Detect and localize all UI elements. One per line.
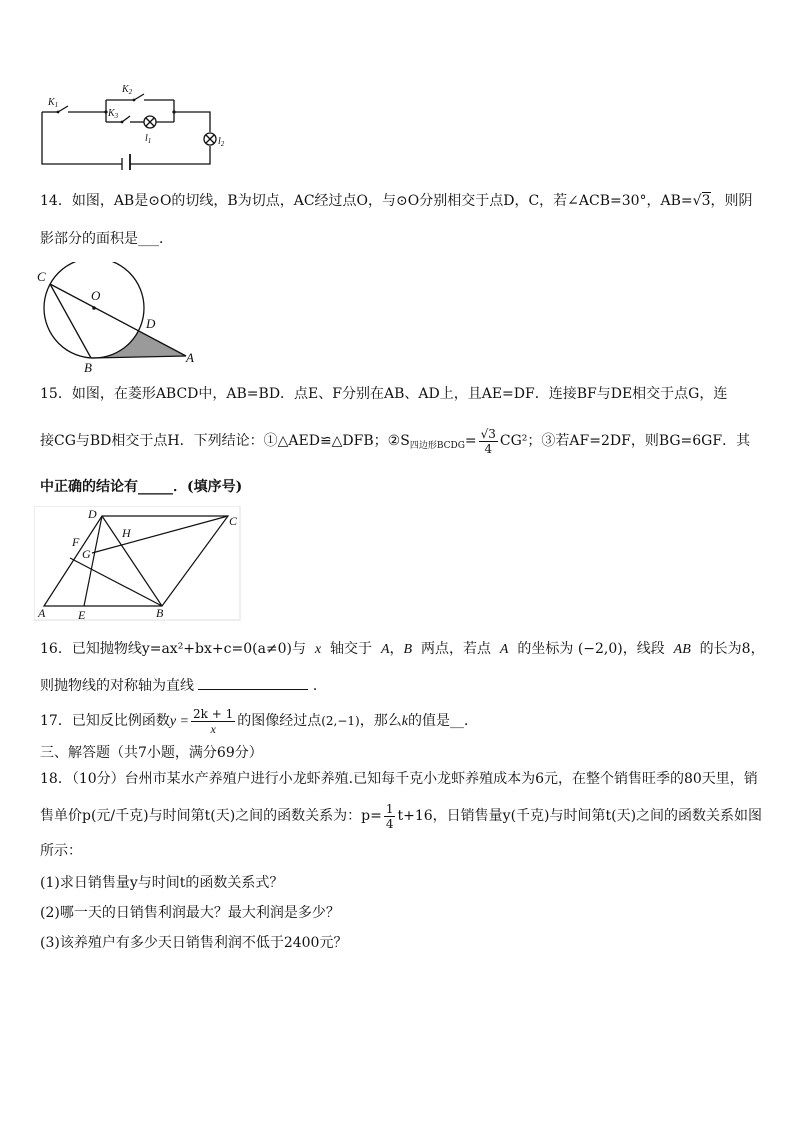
- label-B: B: [156, 606, 164, 620]
- q14-line2: 影部分的面积是___．: [40, 231, 173, 247]
- q16-line2: 则抛物线的对称轴为直线 ．: [40, 675, 760, 697]
- q17-line: 17．已知反比例函数y = $\frac{2k + 1}{x}$ 的图像经过点(2,−1)，那么k的值是__．: [40, 706, 478, 736]
- label-C: C: [229, 514, 238, 528]
- label-C: C: [37, 269, 46, 284]
- label-k2: $K_2$: [122, 84, 133, 96]
- label-O: O: [91, 288, 101, 303]
- label-k3: $K_3$: [108, 108, 119, 120]
- label-F: F: [72, 535, 80, 549]
- answer-blank: [198, 675, 308, 690]
- q18-line2: 售单价p(元/千克)与时间第t(天)之间的函数关系为：p= $\frac{1}{4}$ t+16，日销售量y(千克)与时间第t(天)之间的函数关系如图: [40, 801, 763, 831]
- circuit-diagram: [38, 78, 238, 170]
- q15-line1: 15．如图，在菱形ABCD中，AB=BD．点E、F分别在AB、AD上，且AE=DF．连接BF与DE相交于点G，连: [40, 386, 728, 402]
- q15-line3: 中正确的结论有_____．(填序号): [40, 479, 243, 495]
- label-l1: $l_1$: [145, 133, 152, 145]
- q18-sub2: (2)哪一天的日销售利润最大？最大利润是多少？: [40, 905, 340, 921]
- q18-sub1: (1)求日销售量y与时间t的函数关系式？: [40, 875, 284, 891]
- label-H: H: [122, 526, 131, 540]
- label-l2: $l_2$: [218, 136, 225, 148]
- q16-line1: 16．已知抛物线y=ax²+bx+c=0(a≠0)与 x 轴交于 A，B 两点，若点 A 的坐标为 (−2,0)，线段 AB 的长为8，: [40, 641, 765, 657]
- section-3-title: 三、解答题（共7小题，满分69分）: [40, 745, 263, 761]
- q15-figure: [34, 506, 242, 622]
- label-k1: $K_1$: [48, 97, 59, 109]
- sqrt-symbol: √: [692, 193, 702, 209]
- label-D: D: [88, 507, 97, 521]
- q18-line1: 18．（10分）台州市某水产养殖户进行小龙虾养殖.已知每千克小龙虾养殖成本为6元，在整个销售旺季的80天里，销: [40, 771, 758, 787]
- label-B: B: [84, 360, 92, 374]
- label-D: D: [146, 316, 156, 331]
- q15-line2: 接CG与BD相交于点H．下列结论：①△AED≌△DFB；$②S_{四边形BCDG}=$ $\frac{√3}{4}$ CG²；③若AF=2DF，则BG=6GF．其: [40, 426, 751, 456]
- q14-line1: 14．如图，AB是⊙O的切线，B为切点，AC经过点O，与⊙O分别相交于点D，C，若∠ACB=30°，AB=√3，则阴: [40, 193, 753, 209]
- q18-sub3: (3)该养殖户有多少天日销售利润不低于2400元？: [40, 935, 348, 951]
- q14-figure: [34, 262, 204, 374]
- label-G: G: [82, 547, 91, 561]
- label-E: E: [78, 608, 86, 622]
- label-A: A: [38, 606, 46, 620]
- label-A: A: [186, 350, 194, 365]
- q18-line3: 所示：: [40, 843, 82, 859]
